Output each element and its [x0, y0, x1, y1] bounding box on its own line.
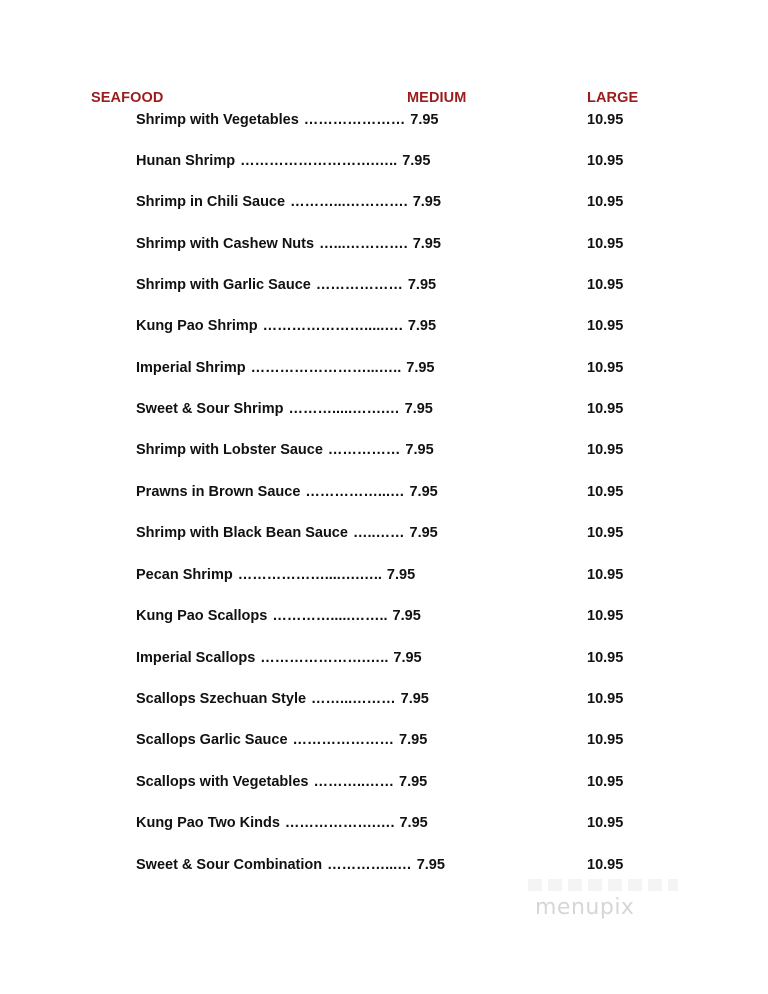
dot-leader: ……………...…: [305, 484, 405, 500]
large-price: 10.95: [587, 815, 624, 831]
section-title: SEAFOOD: [91, 90, 164, 106]
item-name: Sweet & Sour Shrimp: [136, 401, 284, 417]
item-name: Imperial Shrimp: [136, 360, 246, 376]
large-price: 10.95: [587, 236, 624, 252]
dot-leader: ………..……: [313, 774, 395, 790]
dot-leader: ……….....…….…: [288, 401, 400, 417]
watermark-logo: menupix: [535, 895, 635, 920]
large-price: 10.95: [587, 732, 624, 748]
item-name: Kung Pao Scallops: [136, 608, 268, 624]
item-name: Prawns in Brown Sauce: [136, 484, 301, 500]
item-name: Hunan Shrimp: [136, 153, 236, 169]
medium-price: 7.95: [404, 401, 433, 417]
large-price: 10.95: [587, 608, 624, 624]
large-price: 10.95: [587, 153, 624, 169]
dot-leader: ……………: [327, 442, 401, 458]
item-name: Shrimp with Cashew Nuts: [136, 236, 315, 252]
dot-leader: ……………….….: [284, 815, 395, 831]
item-name: Imperial Scallops: [136, 650, 256, 666]
medium-price: 7.95: [392, 608, 421, 624]
dot-leader: ………………: [315, 277, 403, 293]
dot-leader: ………….....……..: [272, 608, 388, 624]
item-name: Kung Pao Two Kinds: [136, 815, 280, 831]
item-name: Pecan Shrimp: [136, 567, 233, 583]
large-price: 10.95: [587, 650, 624, 666]
medium-price: 7.95: [412, 236, 441, 252]
large-price: 10.95: [587, 277, 624, 293]
medium-price: 7.95: [399, 732, 428, 748]
medium-price: 7.95: [405, 442, 434, 458]
large-price: 10.95: [587, 567, 624, 583]
item-name: Kung Pao Shrimp: [136, 318, 258, 334]
medium-price: 7.95: [399, 774, 428, 790]
item-name: Scallops Garlic Sauce: [136, 732, 288, 748]
dot-leader: ……...………: [311, 691, 396, 707]
watermark-bar: [528, 879, 678, 891]
medium-price: 7.95: [399, 815, 428, 831]
dot-leader: …………………: [303, 112, 406, 128]
large-price: 10.95: [587, 774, 624, 790]
large-price: 10.95: [587, 360, 624, 376]
item-name: Scallops Szechuan Style: [136, 691, 307, 707]
medium-price: 7.95: [409, 525, 438, 541]
item-name: Sweet & Sour Combination: [136, 857, 323, 873]
medium-price: 7.95: [412, 194, 441, 210]
medium-price: 7.95: [410, 112, 439, 128]
item-name: Shrimp in Chili Sauce: [136, 194, 286, 210]
item-name: Scallops with Vegetables: [136, 774, 309, 790]
large-price: 10.95: [587, 194, 624, 210]
large-column-header: LARGE: [587, 90, 639, 106]
medium-price: 7.95: [400, 691, 429, 707]
large-price: 10.95: [587, 525, 624, 541]
large-price: 10.95: [587, 442, 624, 458]
dot-leader: …...………….: [319, 236, 408, 252]
medium-column-header: MEDIUM: [407, 90, 467, 106]
item-name: Shrimp with Black Bean Sauce: [136, 525, 348, 541]
dot-leader: ………………....….…..: [237, 567, 382, 583]
dot-leader: ………...………….: [290, 194, 408, 210]
dot-leader: …………………: [292, 732, 395, 748]
medium-price: 7.95: [402, 153, 431, 169]
medium-price: 7.95: [407, 318, 437, 334]
large-price: 10.95: [587, 318, 624, 334]
dot-leader: ……………………...…..: [250, 360, 402, 376]
item-name: Shrimp with Garlic Sauce: [136, 277, 311, 293]
large-price: 10.95: [587, 401, 624, 417]
large-price: 10.95: [587, 857, 624, 873]
dot-leader: ………………….....….: [262, 318, 403, 334]
medium-price: 7.95: [406, 360, 435, 376]
dot-leader: …..……: [352, 525, 405, 541]
dot-leader: ………………….…..: [260, 650, 389, 666]
dot-leader: …………...…: [327, 857, 412, 873]
medium-price: 7.95: [409, 484, 438, 500]
medium-price: 7.95: [386, 567, 416, 583]
medium-price: 7.95: [393, 650, 422, 666]
item-name: Shrimp with Vegetables: [136, 112, 299, 128]
item-name: Shrimp with Lobster Sauce: [136, 442, 323, 458]
large-price: 10.95: [587, 484, 624, 500]
large-price: 10.95: [587, 691, 624, 707]
medium-price: 7.95: [407, 277, 437, 293]
medium-price: 7.95: [416, 857, 445, 873]
large-price: 10.95: [587, 112, 624, 128]
dot-leader: ……………………….…..: [240, 153, 398, 169]
